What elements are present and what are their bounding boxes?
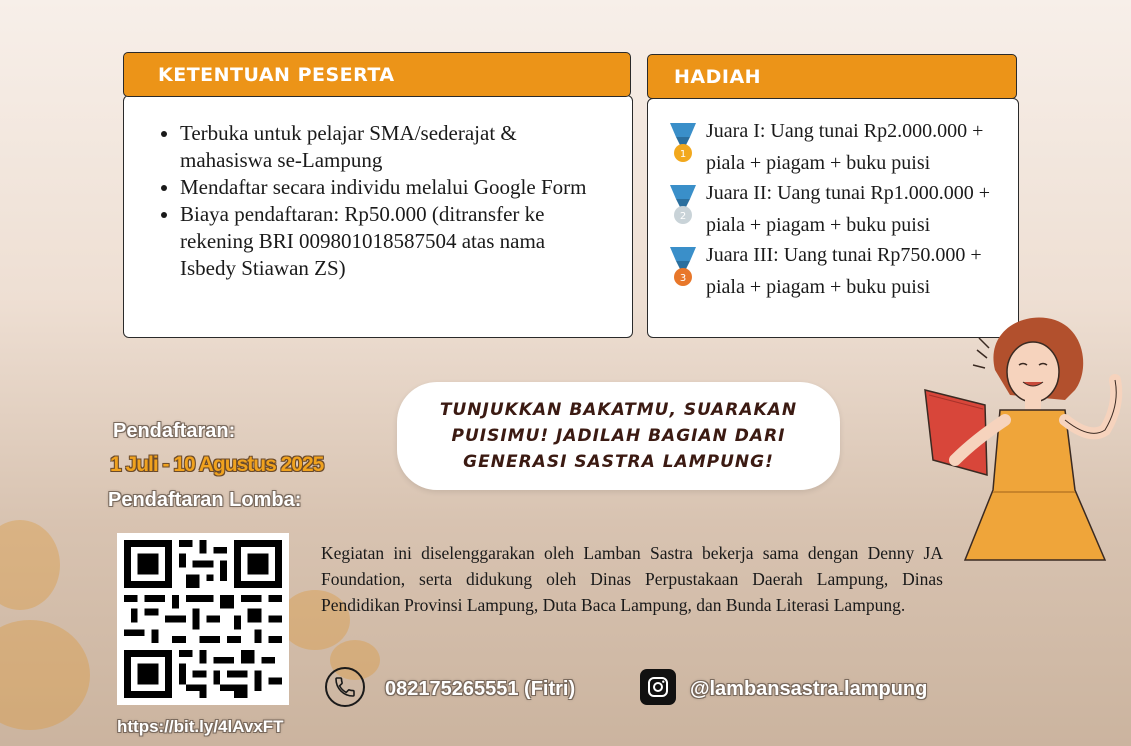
medal-3-icon (668, 245, 698, 289)
ketentuan-list (144, 120, 600, 282)
medal-rank: 3 (679, 273, 687, 284)
ketentuan-panel (123, 95, 633, 338)
hadiah-panel (647, 98, 1019, 338)
prize-text: Juara I: Uang tunai Rp2.000.000 + piala + piagam + buku puisi (706, 120, 984, 174)
registration-date: 1 Juli - 10 Agustus 2025 (110, 453, 324, 476)
registration-form-label: Pendaftaran Lomba: (108, 489, 302, 511)
hadiah-title: HADIAH (647, 54, 1017, 99)
medal-2-icon (668, 183, 698, 227)
instagram-icon (640, 669, 676, 705)
prize-text: Juara II: Uang tunai Rp1.000.000 + piala + piagam + buku puisi (706, 182, 991, 236)
registration-url[interactable]: https://bit.ly/4lAvxFT (117, 717, 284, 736)
prize-text: Juara III: Uang tunai Rp750.000 + piala + piagam + buku puisi (706, 244, 982, 298)
medal-1-icon (668, 121, 698, 165)
instagram-handle[interactable]: @lambansastra.lampung (690, 678, 928, 700)
event-description: Kegiatan ini diselenggarakan oleh Lamban Sastra bekerja sama dengan Denny JA Foundation, serta didukung oleh Dinas Perpustakaan Daerah Lampung, Dinas Pendidikan Provinsi Lampung, Duta Baca Lampung, dan Bunda Literasi Lampung. (321, 543, 943, 615)
phone-icon (325, 667, 365, 707)
paint-splash (0, 620, 90, 730)
list-item: • Mendaftar secara individu melalui Google Form (180, 174, 600, 201)
slogan-banner: TUNJUKKAN BAKATMU, SUARAKAN PUISIMU! JADILAH BAGIAN DARI GENERASI SASTRA LAMPUNG! (397, 382, 840, 490)
qr-code[interactable] (117, 533, 289, 705)
list-item: • Biaya pendaftaran: Rp50.000 (ditransfer ke rekening BRI 009801018587504 atas nama Isbedy Stiawan ZS) (180, 201, 600, 282)
list-item: • Terbuka untuk pelajar SMA/sederajat & mahasiswa se-Lampung (180, 120, 600, 174)
phone-number[interactable]: 082175265551 (Fitri) (385, 678, 576, 700)
ketentuan-title: KETENTUAN PESERTA (123, 52, 631, 97)
medal-rank: 2 (679, 211, 687, 222)
medal-rank: 1 (679, 149, 687, 160)
paint-splash (0, 520, 60, 610)
registration-label: Pendaftaran: (113, 420, 236, 442)
woman-reading-illustration (915, 310, 1131, 570)
